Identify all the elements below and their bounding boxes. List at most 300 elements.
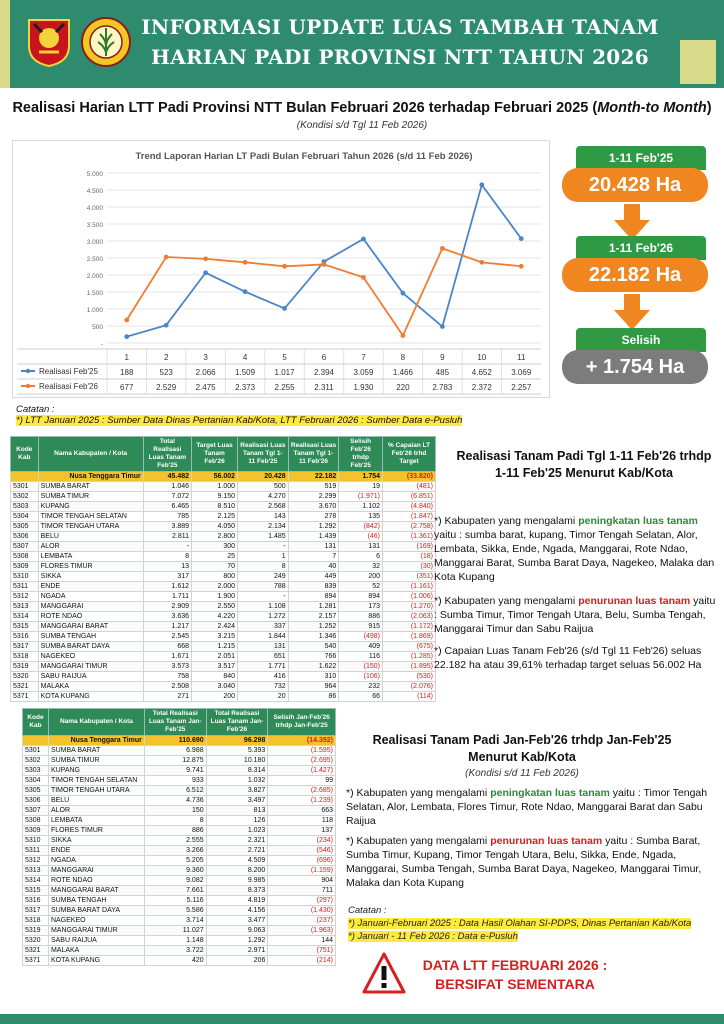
data-label: 2.373 xyxy=(235,383,256,392)
table-row xyxy=(11,592,436,602)
table-cell: 3.670 xyxy=(288,502,339,512)
catatan-label: Catatan : xyxy=(16,404,55,415)
table-cell: TIMOR TENGAH SELATAN xyxy=(38,512,143,522)
table-cell: ROTE NDAO xyxy=(38,612,143,622)
text-span: yaitu : Sumba Barat, Sumba Timur, Kupang, Timor Tengah Utara, Belu, Sikka, Ende, Ngada, Manggarai, Sumba Tengah, Sumba Barat Daya, Nagekeo, Manggarai Timur, Malaka dan Kota Kupang xyxy=(346,835,702,889)
table-cell: 1.148 xyxy=(144,936,206,946)
text-span: *) Kabupaten yang mengalami xyxy=(346,835,491,847)
column-header: Target Luas Tanam Feb'26 xyxy=(192,437,238,472)
data-label: 2.783 xyxy=(432,383,453,392)
table-header-row xyxy=(23,709,336,736)
table-row xyxy=(11,602,436,612)
section1-decrease-text xyxy=(434,594,718,636)
table-cell: MALAKA xyxy=(48,946,144,956)
table-row xyxy=(11,652,436,662)
table-cell: 3.636 xyxy=(143,612,191,622)
table-cell: (6.851) xyxy=(383,492,436,502)
table-cell: (1.430) xyxy=(268,906,336,916)
table-cell: 173 xyxy=(339,602,383,612)
table-janfeb-comparison xyxy=(22,708,336,966)
province-emblem-icon xyxy=(24,16,74,68)
table-cell: NGADA xyxy=(38,592,143,602)
table-cell: 70 xyxy=(192,562,238,572)
y-tick-label: 3.000 xyxy=(86,239,103,246)
table-row xyxy=(11,512,436,522)
table-cell: BELU xyxy=(38,532,143,542)
y-tick-label: 5.000 xyxy=(86,171,103,178)
table-cell: (546) xyxy=(268,846,336,856)
table-cell: 1.900 xyxy=(192,592,238,602)
table-cell: 5321 xyxy=(23,946,49,956)
table-cell: 5316 xyxy=(23,896,49,906)
table-cell: 785 xyxy=(143,512,191,522)
text-span: *) Kabupaten yang mengalami xyxy=(434,595,579,607)
table-cell: 8.200 xyxy=(206,866,268,876)
data-label: 485 xyxy=(435,368,450,377)
table-cell: 137 xyxy=(268,826,336,836)
text-span: *) Kabupaten yang mengalami xyxy=(346,787,491,799)
x-tick-label: 5 xyxy=(282,353,287,362)
text-span: yaitu : Sumba Timur, Timor Tengah Utara, Belu, Sumba Tengah, Manggarai Timur dan Sabu Raijua xyxy=(434,595,716,635)
table-cell: 5371 xyxy=(11,692,39,702)
table-cell: 1.032 xyxy=(206,776,268,786)
x-tick-label: 6 xyxy=(321,353,327,362)
table-cell: 3.040 xyxy=(192,682,238,692)
table-cell: TIMOR TENGAH UTARA xyxy=(38,522,143,532)
table-cell: MANGGARAI BARAT xyxy=(48,886,144,896)
table-cell: MANGGARAI TIMUR xyxy=(48,926,144,936)
table-row xyxy=(23,836,336,846)
column-header: Total Realisasi Luas Tanam Jan-Feb'26 xyxy=(206,709,268,736)
table-cell: (237) xyxy=(268,916,336,926)
column-header: Total Realisasi Luas Tanam Feb'25 xyxy=(143,437,191,472)
table-cell: 5306 xyxy=(23,796,49,806)
table-cell: 5305 xyxy=(11,522,39,532)
heading-italic: Month-to Month xyxy=(597,100,707,116)
table-cell: ENDE xyxy=(48,846,144,856)
table-cell: 5.116 xyxy=(144,896,206,906)
page-footer xyxy=(0,1014,724,1024)
data-point xyxy=(401,333,406,338)
table-cell: 9.063 xyxy=(206,926,268,936)
table-cell: 964 xyxy=(288,682,339,692)
catatan-text: *) LTT Januari 2025 : Sumber Data Dinas Pertanian Kab/Kota, LTT Februari 2026 : Sumber Data e-Pusluh xyxy=(16,415,463,426)
table-row xyxy=(11,612,436,622)
table-cell: (696) xyxy=(268,856,336,866)
table-row xyxy=(23,776,336,786)
table-cell: 1.281 xyxy=(288,602,339,612)
table-cell: 116 xyxy=(339,652,383,662)
warning-line-1: DATA LTT FEBRUARI 2026 : xyxy=(422,957,608,973)
table-cell: 2.550 xyxy=(192,602,238,612)
table-cell: 4.270 xyxy=(238,492,289,502)
table-cell: (1.172) xyxy=(383,622,436,632)
data-label: 4.652 xyxy=(471,368,492,377)
table-cell: 1.439 xyxy=(288,532,339,542)
table-cell: 2.299 xyxy=(288,492,339,502)
table-cell: (30) xyxy=(383,562,436,572)
table-cell: 11.027 xyxy=(144,926,206,936)
table-cell: 904 xyxy=(268,876,336,886)
table-cell: 788 xyxy=(238,582,289,592)
table-cell: 4.156 xyxy=(206,906,268,916)
table-feb-comparison xyxy=(10,436,436,702)
table-row xyxy=(11,552,436,562)
table-cell: 200 xyxy=(339,572,383,582)
legend-label: Realisasi Feb'26 xyxy=(39,382,98,391)
table-cell: (481) xyxy=(383,482,436,492)
table-cell: 1.844 xyxy=(238,632,289,642)
table-cell: 19 xyxy=(339,482,383,492)
table-cell: 300 xyxy=(192,542,238,552)
table-cell: 5312 xyxy=(11,592,39,602)
column-header: % Capaian LT Feb'26 trhd Target xyxy=(383,437,436,472)
table-row xyxy=(11,642,436,652)
x-tick-label: 3 xyxy=(203,353,208,362)
table-cell: 5307 xyxy=(11,542,39,552)
table-row xyxy=(23,886,336,896)
table-cell: 540 xyxy=(288,642,339,652)
table-row xyxy=(23,796,336,806)
section-heading xyxy=(0,100,724,116)
table-cell: 1.252 xyxy=(288,622,339,632)
table-cell: (1.971) xyxy=(339,492,383,502)
table-cell: TIMOR TENGAH UTARA xyxy=(48,786,144,796)
table-row xyxy=(11,532,436,542)
table-cell: (1.427) xyxy=(268,766,336,776)
table-cell: 2.051 xyxy=(192,652,238,662)
y-tick-label: 1.000 xyxy=(86,307,103,314)
table-cell: 96.298 xyxy=(206,736,268,746)
column-header: Realisasi Luas Tanam Tgl 1-11 Feb'26 xyxy=(288,437,339,472)
table-cell: 5304 xyxy=(11,512,39,522)
table-cell: 4.819 xyxy=(206,896,268,906)
table-cell: 3.827 xyxy=(206,786,268,796)
table-cell: 1.612 xyxy=(143,582,191,592)
table-cell: 6.988 xyxy=(144,746,206,756)
table-cell: NAGEKEO xyxy=(38,652,143,662)
table-cell: 2.508 xyxy=(143,682,191,692)
table-cell: 5316 xyxy=(11,632,39,642)
table-cell: 25 xyxy=(192,552,238,562)
table-cell: Nusa Tenggara Timur xyxy=(38,472,143,482)
table-row xyxy=(23,856,336,866)
table-cell: 840 xyxy=(192,672,238,682)
table-cell: 2.321 xyxy=(206,836,268,846)
table-cell: 5310 xyxy=(11,572,39,582)
table-cell: 813 xyxy=(206,806,268,816)
warning-icon xyxy=(362,952,406,994)
table-cell: 1.000 xyxy=(192,482,238,492)
table-cell: 4.509 xyxy=(206,856,268,866)
table-cell: 22.182 xyxy=(288,472,339,482)
table-cell: 4.050 xyxy=(192,522,238,532)
catatan2-note1: *) Januari-Februari 2025 : Data Hasil Olahan SI-PDPS, Dinas Pertanian Kab/Kota xyxy=(348,918,692,929)
table-cell: 32 xyxy=(339,562,383,572)
table-cell: 3.215 xyxy=(192,632,238,642)
table-cell: 2.971 xyxy=(206,946,268,956)
table-row xyxy=(23,866,336,876)
table-cell: NGADA xyxy=(48,856,144,866)
table-row xyxy=(11,582,436,592)
table-cell: SABU RAIJUA xyxy=(48,936,144,946)
table-cell: 1.754 xyxy=(339,472,383,482)
table-cell: (14.392) xyxy=(268,736,336,746)
table-cell: 800 xyxy=(192,572,238,582)
data-point xyxy=(361,275,366,280)
table-row xyxy=(23,896,336,906)
table-cell: LEMBATA xyxy=(48,816,144,826)
table-cell: SIKKA xyxy=(38,572,143,582)
table-cell: 1.485 xyxy=(238,532,289,542)
table-cell: 5306 xyxy=(11,532,39,542)
table-cell: (4.840) xyxy=(383,502,436,512)
table-cell: 56.002 xyxy=(192,472,238,482)
table-cell: 4.736 xyxy=(144,796,206,806)
table-cell: 5315 xyxy=(11,622,39,632)
table-cell: 663 xyxy=(268,806,336,816)
heading-close: ) xyxy=(706,100,712,116)
table-cell: 5303 xyxy=(11,502,39,512)
data-point xyxy=(282,306,287,311)
table-cell: 13 xyxy=(143,562,191,572)
table-cell: BELU xyxy=(48,796,144,806)
table-cell: 1.711 xyxy=(143,592,191,602)
data-point xyxy=(164,255,169,260)
table-cell: (2.076) xyxy=(383,682,436,692)
table-cell: 2.134 xyxy=(238,522,289,532)
table-cell: 5.586 xyxy=(144,906,206,916)
section1-capaian-text: *) Capaian Luas Tanam Feb'26 (s/d Tgl 11 Feb'26) seluas 22.182 ha atau 39,61% terhadap target seluas 56.002 Ha xyxy=(434,645,702,671)
y-tick-label: 3.500 xyxy=(86,222,103,229)
column-header: Nama Kabupaten / Kota xyxy=(38,437,143,472)
y-tick-label: 500 xyxy=(92,324,103,331)
table-cell: 5303 xyxy=(23,766,49,776)
table-cell: 732 xyxy=(238,682,289,692)
data-label: 1.509 xyxy=(235,368,256,377)
table-cell: Nusa Tenggara Timur xyxy=(48,736,144,746)
table-row xyxy=(23,946,336,956)
table-cell: 5308 xyxy=(11,552,39,562)
table-cell: FLORES TIMUR xyxy=(38,562,143,572)
table-row xyxy=(23,826,336,836)
table-row xyxy=(23,936,336,946)
table-cell: 9.082 xyxy=(144,876,206,886)
table-cell: ALOR xyxy=(48,806,144,816)
column-header: Nama Kabupaten / Kota xyxy=(48,709,144,736)
legend-marker xyxy=(26,369,30,373)
table-cell: (1.595) xyxy=(268,746,336,756)
table-cell: 86 xyxy=(288,692,339,702)
table-cell: (150) xyxy=(339,662,383,672)
section2-increase-text xyxy=(346,786,716,828)
table-cell: (2.695) xyxy=(268,756,336,766)
table-row xyxy=(23,876,336,886)
table-cell: (1.239) xyxy=(268,796,336,806)
table-cell: 5371 xyxy=(23,956,49,966)
table-cell: SUMBA TENGAH xyxy=(48,896,144,906)
table-cell: 1.215 xyxy=(192,642,238,652)
table-cell: 9.150 xyxy=(192,492,238,502)
data-label: 2.255 xyxy=(274,383,295,392)
data-label: 1.466 xyxy=(392,368,413,377)
table-row xyxy=(11,622,436,632)
table-cell: 2.568 xyxy=(238,502,289,512)
table-row xyxy=(23,756,336,766)
table-cell: 66 xyxy=(339,692,383,702)
legend-label: Realisasi Feb'25 xyxy=(39,367,98,376)
section1-title: Realisasi Tanam Padi Tgl 1-11 Feb'26 trhdp 1-11 Feb'25 Menurut Kab/Kota xyxy=(456,449,712,480)
table-row xyxy=(11,492,436,502)
table-cell: 9.360 xyxy=(144,866,206,876)
table-cell: 5305 xyxy=(23,786,49,796)
legend-marker xyxy=(26,384,30,388)
table-cell: 3.477 xyxy=(206,916,268,926)
table-cell: ROTE NDAO xyxy=(48,876,144,886)
table-cell: SUMBA BARAT xyxy=(48,746,144,756)
table-cell: 5.393 xyxy=(206,746,268,756)
table-cell: 5308 xyxy=(23,816,49,826)
text-span: yaitu : Timor Tengah Selatan, Alor, Lembata, Flores Timur, Rote Ndao, Manggarai Barat dan Sabu Raijua xyxy=(346,787,708,827)
table-cell: KOTA KUPANG xyxy=(48,956,144,966)
table-cell: (234) xyxy=(268,836,336,846)
y-tick-label: 2.000 xyxy=(86,273,103,280)
table-cell: 5301 xyxy=(11,482,39,492)
summary-feb26-value: 22.182 Ha xyxy=(562,258,708,292)
table-cell: 2.800 xyxy=(192,532,238,542)
table-cell: 9.741 xyxy=(144,766,206,776)
table-cell: (1.895) xyxy=(383,662,436,672)
data-label: 2.529 xyxy=(156,383,177,392)
table-cell: (46) xyxy=(339,532,383,542)
table-cell: 5307 xyxy=(23,806,49,816)
table-cell: - xyxy=(143,542,191,552)
table-cell: 5313 xyxy=(11,602,39,612)
table-cell: 5302 xyxy=(11,492,39,502)
table-row xyxy=(11,562,436,572)
increase-keyword: peningkatan luas tanam xyxy=(578,515,698,527)
data-point xyxy=(401,291,406,296)
table-cell: 143 xyxy=(238,512,289,522)
title-line-2: HARIAN PADI PROVINSI NTT TAHUN 2026 xyxy=(151,45,649,69)
table-cell: 6 xyxy=(339,552,383,562)
column-header: Selisih Jan-Feb'26 trhdp Jan-Feb'25 xyxy=(268,709,336,736)
table-cell: 6.512 xyxy=(144,786,206,796)
summary-feb25-label: 1-11 Feb'25 xyxy=(576,146,706,170)
data-point xyxy=(282,264,287,269)
table-cell: ALOR xyxy=(38,542,143,552)
table-cell: 1.292 xyxy=(288,522,339,532)
table-cell: NAGEKEO xyxy=(48,916,144,926)
decrease-keyword: penurunan luas tanam xyxy=(490,835,603,847)
table-header-row xyxy=(11,437,436,472)
table-cell: 2.157 xyxy=(288,612,339,622)
heading-kondisi: (Kondisi s/d Tgl 11 Feb 2026) xyxy=(296,120,428,131)
table-cell: 5320 xyxy=(23,936,49,946)
table-cell: 5320 xyxy=(11,672,39,682)
ministry-logo-icon xyxy=(80,16,132,68)
table-row xyxy=(23,916,336,926)
table-cell: (106) xyxy=(339,672,383,682)
table-cell: 409 xyxy=(339,642,383,652)
data-label: 677 xyxy=(120,383,134,392)
table-cell: MANGGARAI xyxy=(38,602,143,612)
table-cell: 1.622 xyxy=(288,662,339,672)
table-cell: MANGGARAI TIMUR xyxy=(38,662,143,672)
table-cell: 7.661 xyxy=(144,886,206,896)
table-cell: 5310 xyxy=(23,836,49,846)
table-cell: 651 xyxy=(238,652,289,662)
table-cell: (214) xyxy=(268,956,336,966)
table-cell: - xyxy=(238,592,289,602)
y-tick-label: 1.500 xyxy=(86,290,103,297)
arrow-down-icon xyxy=(612,294,652,330)
table-cell: 4.220 xyxy=(192,612,238,622)
table-row xyxy=(11,502,436,512)
warning-line-2: BERSIFAT SEMENTARA xyxy=(435,976,595,992)
summary-selisih-label: Selisih xyxy=(576,328,706,352)
table-cell: 7.072 xyxy=(143,492,191,502)
table-cell: 668 xyxy=(143,642,191,652)
table-cell: 5314 xyxy=(23,876,49,886)
table-cell: SUMBA TIMUR xyxy=(48,756,144,766)
table-cell: (842) xyxy=(339,522,383,532)
column-header: Realisasi Luas Tanam Tgl 1-11 Feb'25 xyxy=(238,437,289,472)
table-cell: 131 xyxy=(238,642,289,652)
table-cell: 5312 xyxy=(23,856,49,866)
table-cell: (1.361) xyxy=(383,532,436,542)
data-label: 2.257 xyxy=(511,383,532,392)
table-cell: 249 xyxy=(238,572,289,582)
data-label: 188 xyxy=(120,368,134,377)
table-cell: TIMOR TENGAH SELATAN xyxy=(48,776,144,786)
table-cell: 7 xyxy=(288,552,339,562)
arrow-down-icon xyxy=(612,204,652,240)
table-cell: 20 xyxy=(238,692,289,702)
table-cell: 3.573 xyxy=(143,662,191,672)
y-tick-label: 2.500 xyxy=(86,256,103,263)
table-cell: (1.006) xyxy=(383,592,436,602)
table-cell: LEMBATA xyxy=(38,552,143,562)
data-point xyxy=(440,324,445,329)
summary-feb25-value: 20.428 Ha xyxy=(562,168,708,202)
table-cell: 1.102 xyxy=(339,502,383,512)
table-cell: KOTA KUPANG xyxy=(38,692,143,702)
data-point xyxy=(519,236,524,241)
table-cell: 232 xyxy=(339,682,383,692)
page-title xyxy=(140,12,660,72)
section2-title: Realisasi Tanam Padi Jan-Feb'26 trhdp Jan-Feb'25 Menurut Kab/Kota xyxy=(372,733,672,764)
table-cell: SIKKA xyxy=(48,836,144,846)
column-header: Kode Kab xyxy=(11,437,39,472)
table-cell: 5317 xyxy=(23,906,49,916)
table-cell: (33.820) xyxy=(383,472,436,482)
table-cell: 5311 xyxy=(23,846,49,856)
table-cell: MANGGARAI BARAT xyxy=(38,622,143,632)
table-cell: 5309 xyxy=(23,826,49,836)
x-tick-label: 8 xyxy=(400,353,406,362)
data-label: 523 xyxy=(159,368,173,377)
y-tick-label: 4.500 xyxy=(86,188,103,195)
table-row xyxy=(23,926,336,936)
table-cell: 3.714 xyxy=(144,916,206,926)
table-cell: 894 xyxy=(339,592,383,602)
x-tick-label: 7 xyxy=(361,353,366,362)
data-point xyxy=(243,289,248,294)
table-cell: 8 xyxy=(144,816,206,826)
chart-title: Trend Laporan Harian LT Padi Bulan Februari Tahun 2026 (s/d 11 Feb 2026) xyxy=(135,151,473,162)
table-cell: 915 xyxy=(339,622,383,632)
